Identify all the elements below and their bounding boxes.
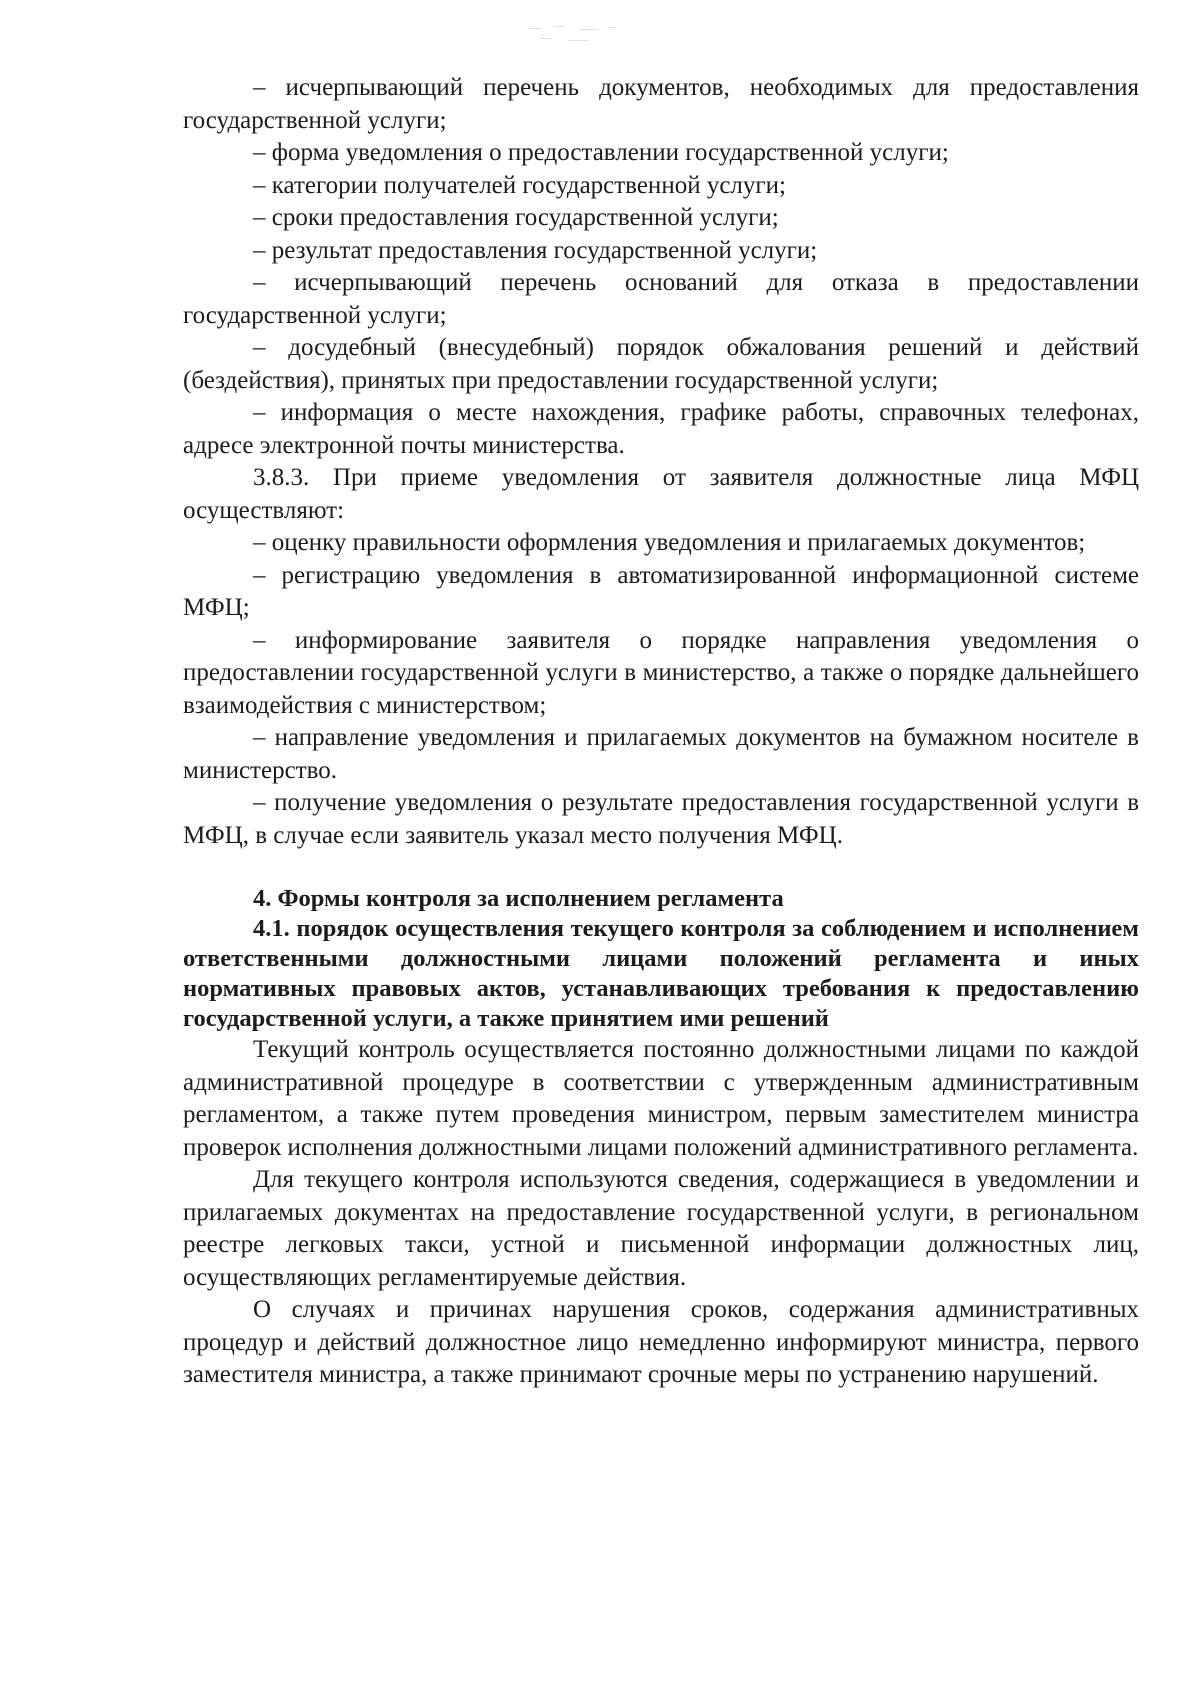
list-item: – информация о месте нахождения, графике работы, справочных телефонах, адресе электронной почты министерства. xyxy=(183,399,1139,459)
list-item: – регистрацию уведомления в автоматизированной информационной системе МФЦ; xyxy=(183,561,1139,621)
scan-artifact xyxy=(520,22,630,46)
list-item: – оценку правильности оформления уведомления и прилагаемых документов; xyxy=(253,529,1086,556)
clause-paragraph: 3.8.3. При приеме уведомления от заявителя должностные лица МФЦ осуществляют: xyxy=(183,464,1139,524)
list-item: – направление уведомления и прилагаемых документов на бумажном носителе в министерство. xyxy=(183,724,1139,784)
body-paragraph: Текущий контроль осуществляется постоянно должностными лицами по каждой административной процедуре в соответствии с утвержденным административным регламентом, а также путем проведения министром, первым заместителем министра проверок исполнения должностными лицами положений административного регламента. xyxy=(183,1036,1139,1161)
list-item: – исчерпывающий перечень оснований для отказа в предоставлении государственной услуги; xyxy=(183,269,1139,329)
list-item: – форма уведомления о предоставлении государственной услуги; xyxy=(253,139,949,166)
section-heading: 4. Формы контроля за исполнением регламента xyxy=(253,885,784,912)
list-item: – информирование заявителя о порядке направления уведомления о предоставлении государственной услуги в министерство, а также о порядке дальнейшего взаимодействия с министерством; xyxy=(183,626,1139,719)
body-paragraph: Для текущего контроля используются сведения, содержащиеся в уведомлении и прилагаемых документах на предоставление государственной услуги, в региональном реестре легковых такси, устной и письменной информации должностных лиц, осуществляющих регламентируемые действия. xyxy=(183,1166,1139,1291)
list-item: – исчерпывающий перечень документов, необходимых для предоставления государственной услуги; xyxy=(183,74,1139,134)
list-item: – сроки предоставления государственной услуги; xyxy=(253,204,779,231)
list-item: – получение уведомления о результате предоставления государственной услуги в МФЦ, в случае если заявитель указал место получения МФЦ. xyxy=(183,789,1139,849)
list-item: – досудебный (внесудебный) порядок обжалования решений и действий (бездействия), принятых при предоставлении государственной услуги; xyxy=(183,334,1139,394)
body-paragraph: О случаях и причинах нарушения сроков, содержания административных процедур и действий должностное лицо немедленно информируют министра, первого заместителя министра, а также принимают срочные меры по устранению нарушений. xyxy=(183,1296,1139,1388)
list-item: – результат предоставления государственной услуги; xyxy=(253,236,818,264)
document-body xyxy=(183,72,1139,1392)
subsection-heading: 4.1. порядок осуществления текущего контроля за соблюдением и исполнением ответственными должностными лицами положений регламента и иных нормативных правовых актов, устанавливающих требования к предоставлению государственной услуги, а также принятием ими решений xyxy=(183,915,1139,1032)
list-item: – категории получателей государственной услуги; xyxy=(253,171,786,199)
